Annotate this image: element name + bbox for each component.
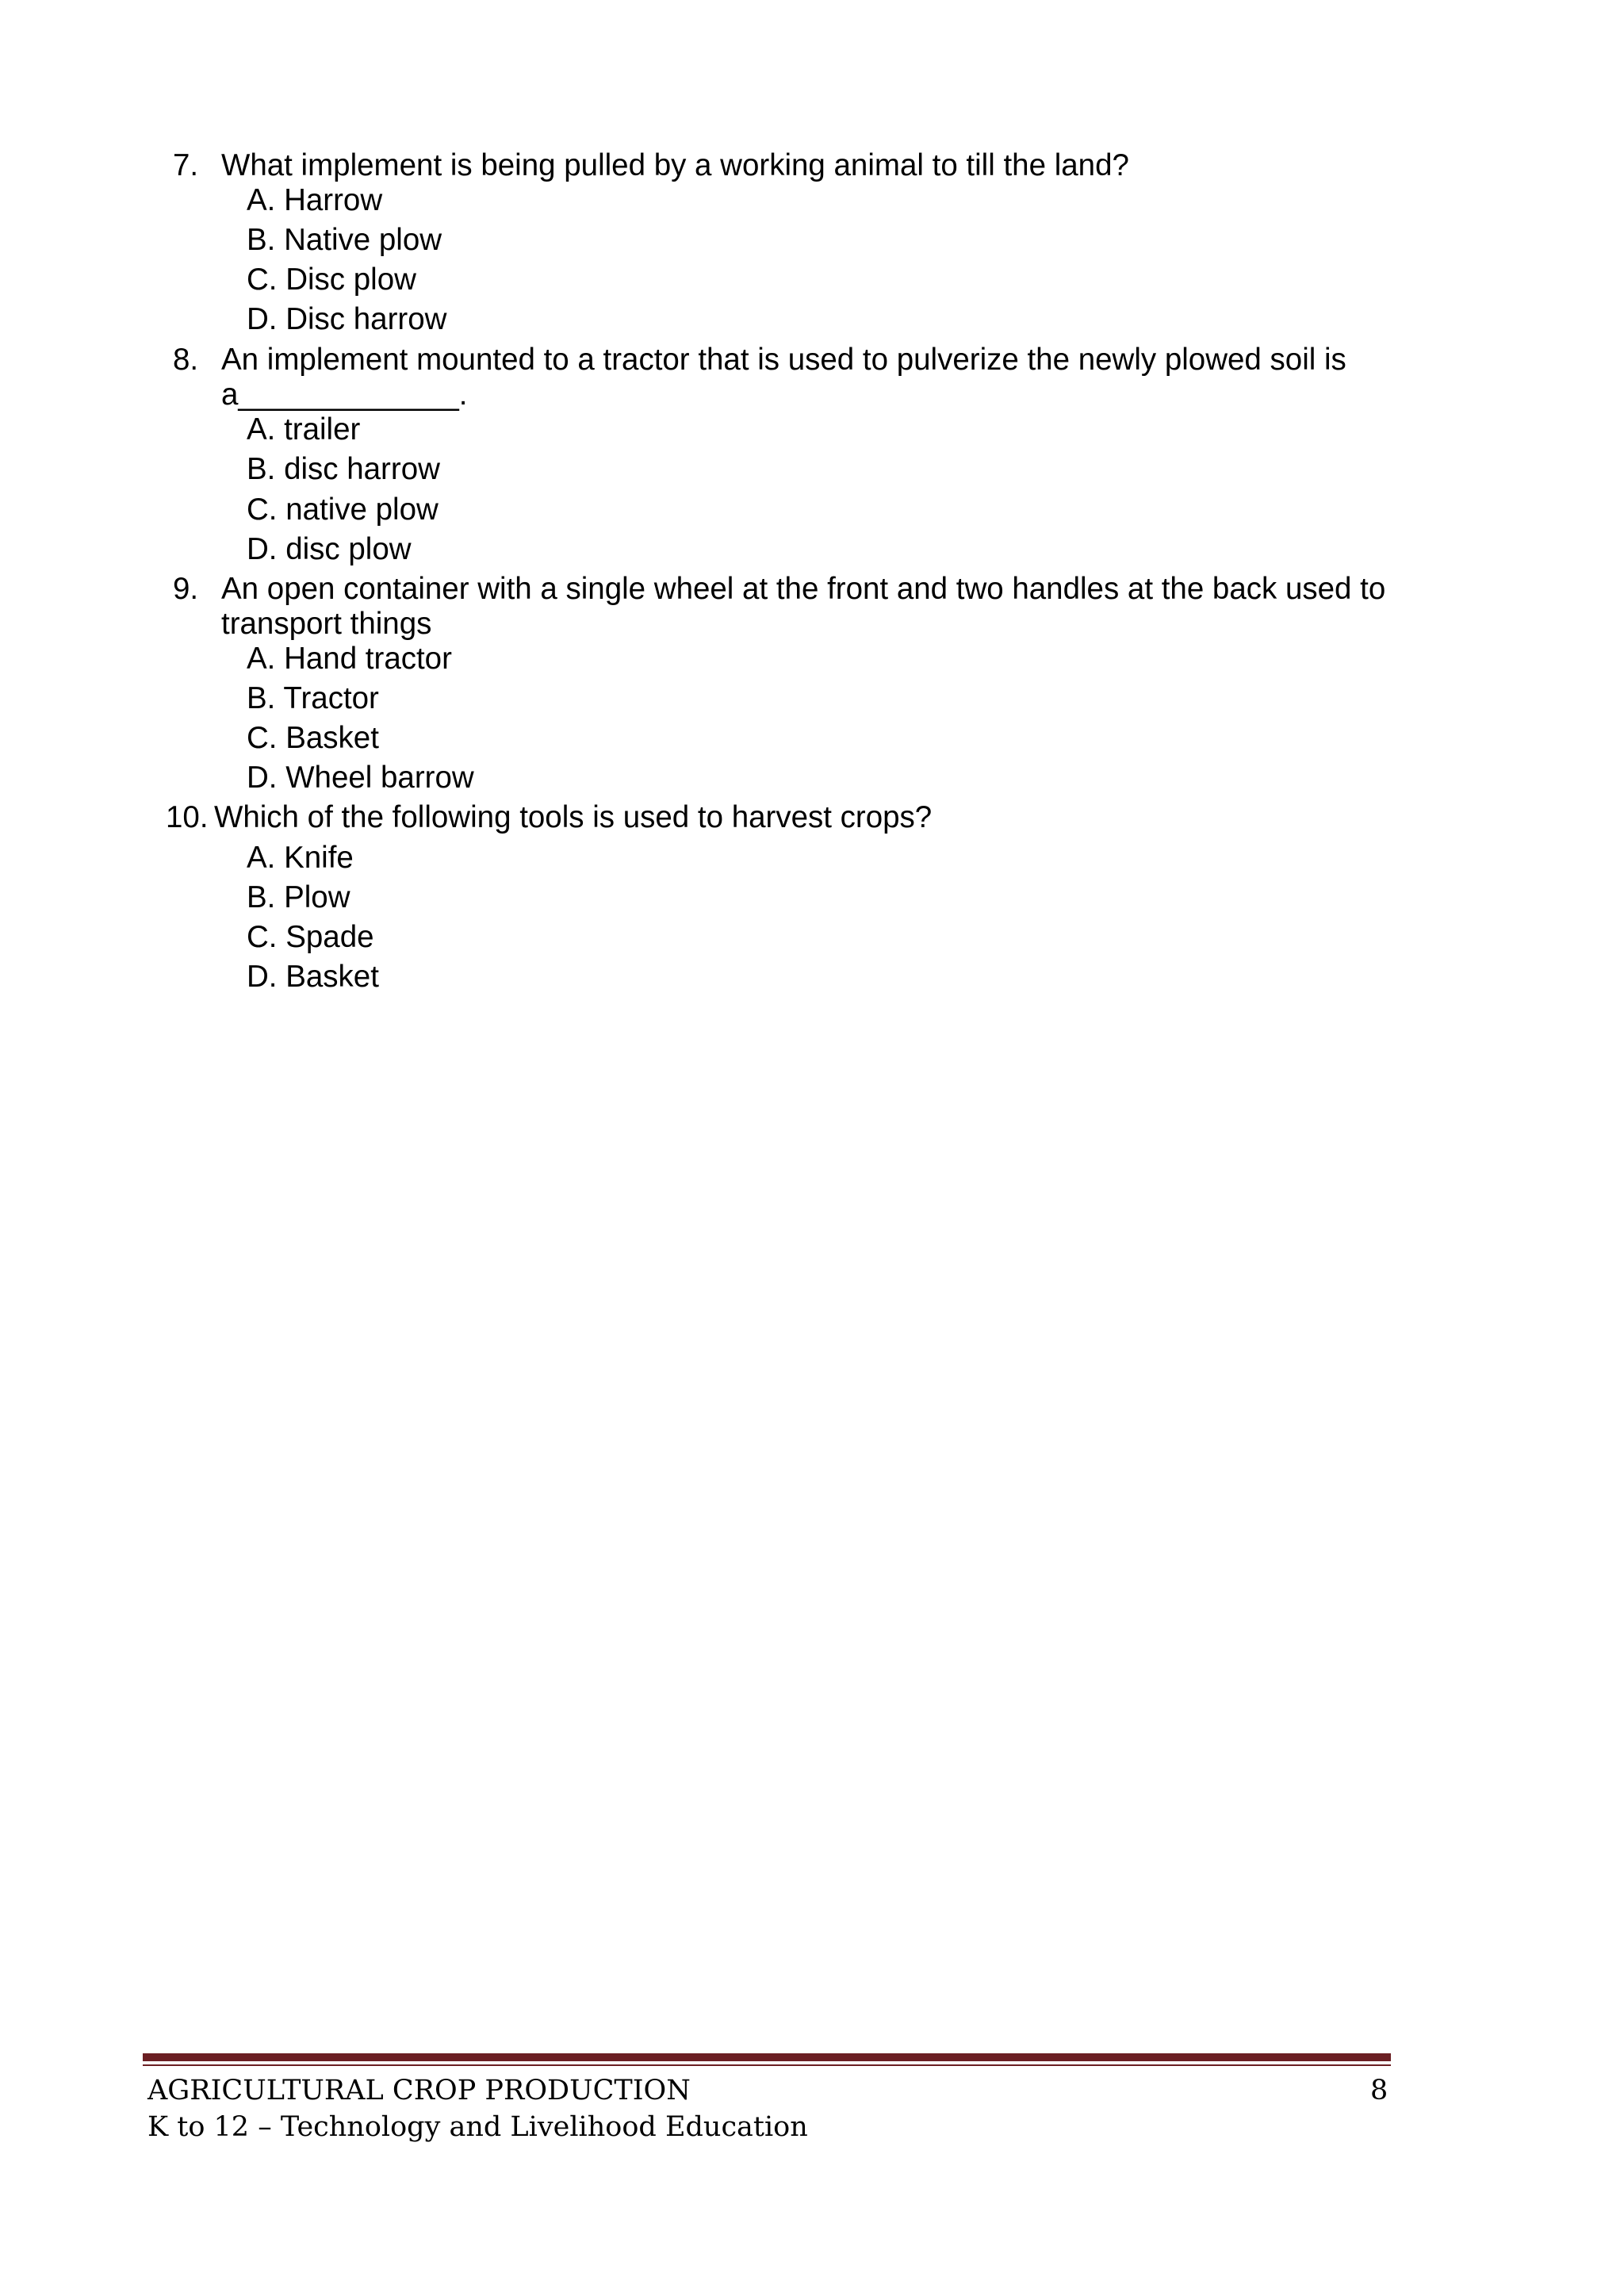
answer-option: C. Disc plow: [247, 263, 416, 297]
answer-option: B. Tractor: [247, 681, 379, 715]
question-number: 8.: [173, 343, 199, 377]
answer-option: C. Basket: [247, 721, 379, 755]
question-number: 7.: [173, 148, 199, 182]
question-stem-continued: transport things: [221, 607, 432, 641]
answer-option: A. trailer: [247, 412, 361, 447]
footer-title: AGRICULTURAL CROP PRODUCTION: [147, 2075, 691, 2106]
answer-option: C. Spade: [247, 920, 374, 954]
question-stem: What implement is being pulled by a working animal to till the land?: [221, 148, 1129, 182]
question-stem-continued: a_____________.: [221, 378, 468, 412]
answer-option: B. Plow: [247, 880, 350, 914]
answer-option: A. Hand tractor: [247, 642, 452, 676]
answer-option: C. native plow: [247, 493, 439, 527]
page-number: 8: [1370, 2075, 1388, 2106]
answer-option: B. Native plow: [247, 223, 442, 257]
answer-option: D. disc plow: [247, 532, 412, 566]
answer-option: A. Knife: [247, 841, 354, 875]
question-stem: An implement mounted to a tractor that is used to pulverize the newly plowed soil is: [221, 343, 1346, 377]
answer-option: A. Harrow: [247, 183, 383, 217]
footer-divider-thin: [143, 2064, 1391, 2066]
question-number: 10.: [166, 800, 209, 834]
answer-option: B. disc harrow: [247, 452, 440, 486]
answer-option: D. Wheel barrow: [247, 761, 474, 795]
question-stem: An open container with a single wheel at the front and two handles at the back used to: [221, 572, 1386, 606]
answer-option: D. Basket: [247, 960, 379, 994]
footer-subtitle: K to 12 – Technology and Livelihood Education: [147, 2111, 808, 2143]
answer-option: D. Disc harrow: [247, 302, 447, 336]
question-stem: Which of the following tools is used to harvest crops?: [214, 800, 933, 834]
question-number: 9.: [173, 572, 199, 606]
footer-divider-thick: [143, 2053, 1391, 2061]
